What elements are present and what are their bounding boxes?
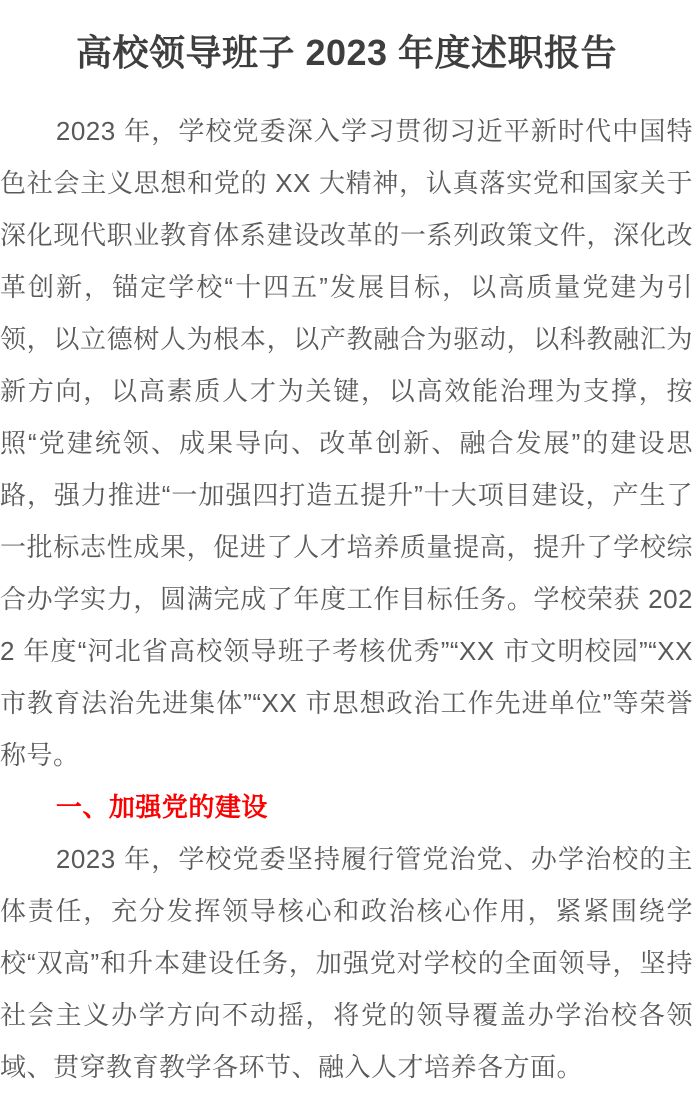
intro-paragraph: 2023 年，学校党委深入学习贯彻习近平新时代中国特色社会主义思想和党的 XX 大精神，认真落实党和国家关于深化现代职业教育体系建设改革的一系列政策文件，深化改革创新，锚定学校“十四五”发展目标，以高质量党建为引领，以立德树人为根本，以产教融合为驱动，以科教融汇为新方向，以高素质人才为关键，以高效能治理为支撑，按照“党建统领、成果导向、改革创新、融合发展”的建设思路，强力推进“一加强四打造五提升”十大项目建设，产生了一批标志性成果，促进了人才培养质量提高，提升了学校综合办学实力，圆满完成了年度工作目标任务。学校荣获 2022 年度“河北省高校领导班子考核优秀”“XX 市文明校园”“XX 市教育法治先进集体”“XX 市思想政治工作先进单位”等荣誉称号。 [0, 116, 693, 770]
document-title: 高校领导班子 2023 年度述职报告 [75, 32, 618, 73]
section-heading-party-building: 一、加强党的建设 [55, 792, 268, 822]
party-building-paragraph: 2023 年，学校党委坚持履行管党治党、办学治校的主体责任，充分发挥领导核心和政治核心作用，紧紧围绕学校“双高”和升本建设任务，加强党对学校的全面领导，坚持社会主义办学方向不动摇，将党的领导覆盖办学治校各领域、贯穿教育教学各环节、融入人才培养各方面。 [0, 844, 693, 1082]
